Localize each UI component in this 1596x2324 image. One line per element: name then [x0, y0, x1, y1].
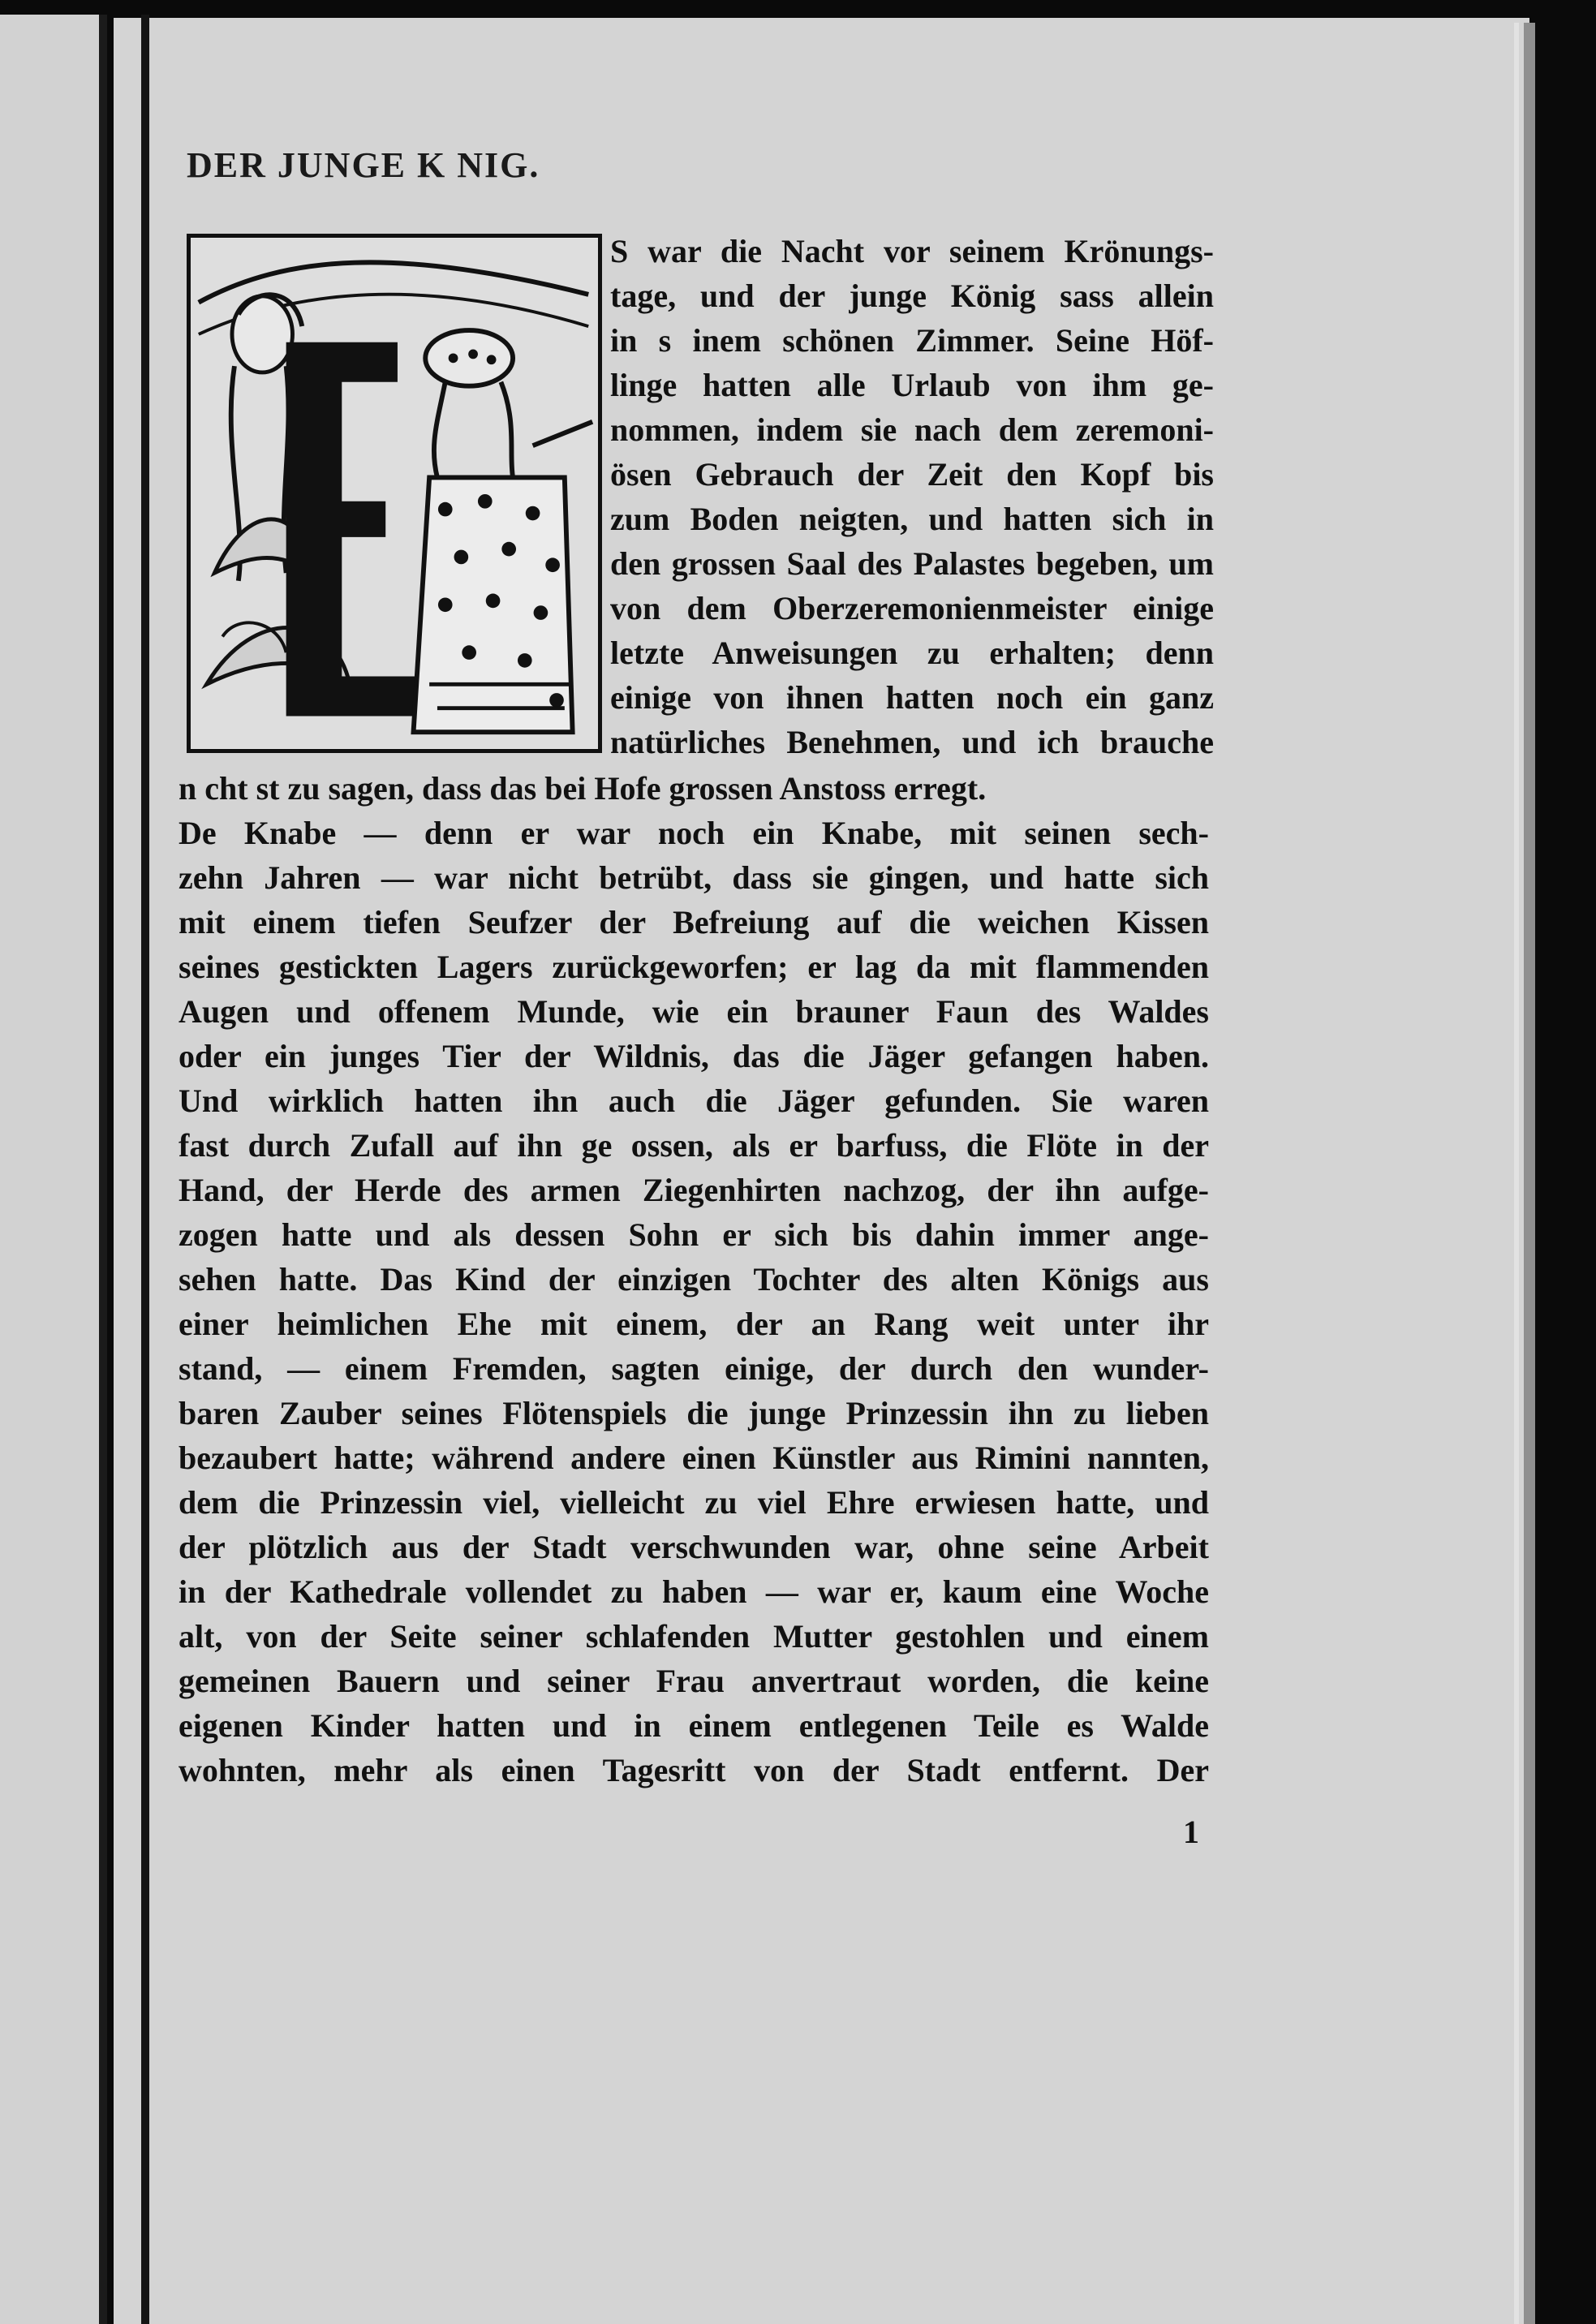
- text-line: Hand, der Herde des armen Ziegenhirten nachzog, der ihn aufge-: [179, 1172, 1209, 1208]
- text-line: Und wirklich hatten ihn auch die Jäger gefunden. Sie waren: [179, 1082, 1209, 1119]
- text-line: mit einem tiefen Seufzer der Befreiung auf die weichen Kissen: [179, 904, 1209, 940]
- text-line: linge hatten alle Urlaub von ihm ge-: [610, 367, 1214, 403]
- text-line: sehen hatte. Das Kind der einzigen Tochter des alten Königs aus: [179, 1261, 1209, 1298]
- text-line: zehn Jahren — war nicht betrübt, dass sie gingen, und hatte sich: [179, 859, 1209, 896]
- text-line: Augen und offenem Munde, wie ein brauner Faun des Waldes: [179, 993, 1209, 1030]
- text-line: alt, von der Seite seiner schlafenden Mutter gestohlen und einem: [179, 1618, 1209, 1655]
- text-line: der plötzlich aus der Stadt verschwunden war, ohne seine Arbeit: [179, 1529, 1209, 1565]
- running-head: DER JUNGE K NIG.: [187, 145, 540, 185]
- text-line: eigenen Kinder hatten und in einem entlegenen Teile es Walde: [179, 1707, 1209, 1744]
- text-line: natürliches Benehmen, und ich brauche: [610, 724, 1214, 760]
- initial-illustration: [191, 238, 598, 749]
- text-line: wohnten, mehr als einen Tagesritt von der Stadt entfernt. Der: [179, 1752, 1209, 1788]
- facing-page-edge: [99, 15, 107, 2324]
- text-line: n cht st zu sagen, dass das bei Hofe grossen Anstoss erregt.: [179, 770, 987, 807]
- text-line: bezaubert hatte; während andere einen Künstler aus Rimini nannten,: [179, 1440, 1209, 1476]
- text-line: stand, — einem Fremden, sagten einige, der durch den wunder-: [179, 1350, 1209, 1387]
- text-line: einige von ihnen hatten noch ein ganz: [610, 679, 1214, 716]
- text-line: fast durch Zufall auf ihn ge ossen, als er barfuss, die Flöte in der: [179, 1127, 1209, 1164]
- text-line: dem die Prinzessin viel, vielleicht zu viel Ehre erwiesen hatte, und: [179, 1484, 1209, 1521]
- text-line: tage, und der junge König sass allein: [610, 278, 1214, 314]
- text-line: baren Zauber seines Flötenspiels die junge Prinzessin ihn zu lieben: [179, 1395, 1209, 1431]
- text-line: einer heimlichen Ehe mit einem, der an Rang weit unter ihr: [179, 1306, 1209, 1342]
- text-line: von dem Oberzeremonienmeister einige: [610, 590, 1214, 626]
- text-line: S war die Nacht vor seinem Krönungs-: [610, 233, 1214, 269]
- decorated-initial: [187, 234, 602, 753]
- page-number: 1: [1183, 1814, 1199, 1850]
- page-edge: [1524, 23, 1535, 2324]
- text-line: ösen Gebrauch der Zeit den Kopf bis: [610, 456, 1214, 493]
- text-line: zogen hatte und als dessen Sohn er sich bis dahin immer ange-: [179, 1216, 1209, 1253]
- text-line: nommen, indem sie nach dem zeremoni-: [610, 411, 1214, 448]
- text-line: De Knabe — denn er war noch ein Knabe, mit seinen sech-: [179, 815, 1209, 851]
- gutter-rule: [141, 15, 149, 2324]
- facing-page: [0, 15, 104, 2324]
- text-line: gemeinen Bauern und seiner Frau anvertraut worden, die keine: [179, 1663, 1209, 1699]
- text-line: zum Boden neigten, und hatten sich in: [610, 501, 1214, 537]
- text-line: seines gestickten Lagers zurückgeworfen; er lag da mit flammenden: [179, 949, 1209, 985]
- text-line: in s inem schönen Zimmer. Seine Höf-: [610, 322, 1214, 359]
- page-edge-highlight: [1514, 23, 1519, 2324]
- body-text: [179, 766, 1209, 1792]
- text-line: den grossen Saal des Palastes begeben, um: [610, 545, 1214, 582]
- text-line: letzte Anweisungen zu erhalten; denn: [610, 635, 1214, 671]
- text-line: oder ein junges Tier der Wildnis, das die Jäger gefangen haben.: [179, 1038, 1209, 1074]
- text-line: in der Kathedrale vollendet zu haben — war er, kaum eine Woche: [179, 1573, 1209, 1610]
